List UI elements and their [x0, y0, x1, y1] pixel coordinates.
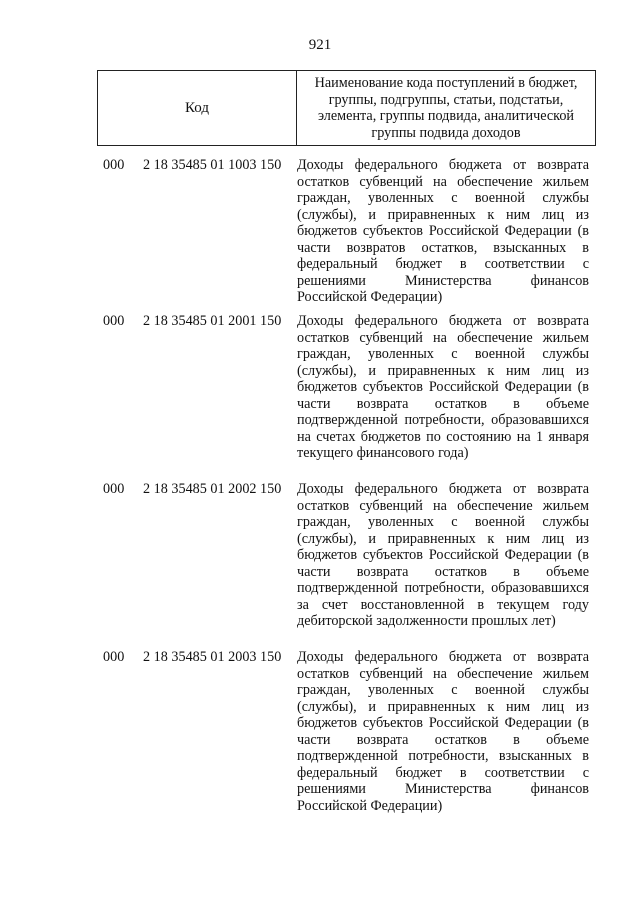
revenue-description: Доходы федерального бюджета от возврата остатков субвенций на обеспечение жильем граждан, уволенных с военной службы (службы), и приравненных к ним лиц из бюджетов субъектов Российской Федерации (в части возвратов остатков, взысканных в федеральный бюджет в соответствии с решениями Министерства финансов Российской Федерации): [297, 157, 589, 305]
revenue-code: 2 18 35485 01 2002 150: [143, 481, 282, 497]
revenue-description: Доходы федерального бюджета от возврата остатков субвенций на обеспечение жильем граждан, уволенных с военной службы (службы), и приравненных к ним лиц из бюджетов субъектов Российской Федерации (в части возврата остатков в объеме подтвержденной потребности, взысканных в федеральный бюджет в соответствии с решениями Министерства финансов Российской Федерации): [297, 649, 589, 814]
table-row: [0, 313, 640, 481]
page-number: 921: [308, 37, 332, 53]
revenue-code: 2 18 35485 01 2003 150: [143, 649, 282, 665]
table-row: [0, 157, 640, 313]
revenue-description: Доходы федерального бюджета от возврата остатков субвенций на обеспечение жильем граждан, уволенных с военной службы (службы), и приравненных к ним лиц из бюджетов субъектов Российской Федерации (в части возврата остатков в объеме подтвержденной потребности, образовавшихся на счетах бюджетов по состоянию на 1 января текущего финансового года): [297, 313, 589, 461]
table-header: [97, 70, 596, 146]
admin-code: 000: [103, 649, 125, 665]
code-list: [0, 157, 640, 839]
revenue-code: 2 18 35485 01 2001 150: [143, 313, 282, 329]
revenue-code: 2 18 35485 01 1003 150: [143, 157, 282, 173]
admin-code: 000: [103, 481, 125, 497]
header-kod-cell: Код: [98, 71, 297, 145]
revenue-description: Доходы федерального бюджета от возврата остатков субвенций на обеспечение жильем граждан, уволенных с военной службы (службы), и приравненных к ним лиц из бюджетов субъектов Российской Федерации (в части возврата остатков в объеме подтвержденной потребности, образовавшихся за счет восстановленной в текущем году дебиторской задолженности прошлых лет): [297, 481, 589, 629]
header-name-cell: Наименование кода поступлений в бюджет, группы, подгруппы, статьи, подстатьи, элемента, группы подвида, аналитической группы подвида доходов: [314, 75, 578, 141]
table-row: [0, 649, 640, 839]
admin-code: 000: [103, 157, 125, 173]
admin-code: 000: [103, 313, 125, 329]
table-row: [0, 481, 640, 649]
